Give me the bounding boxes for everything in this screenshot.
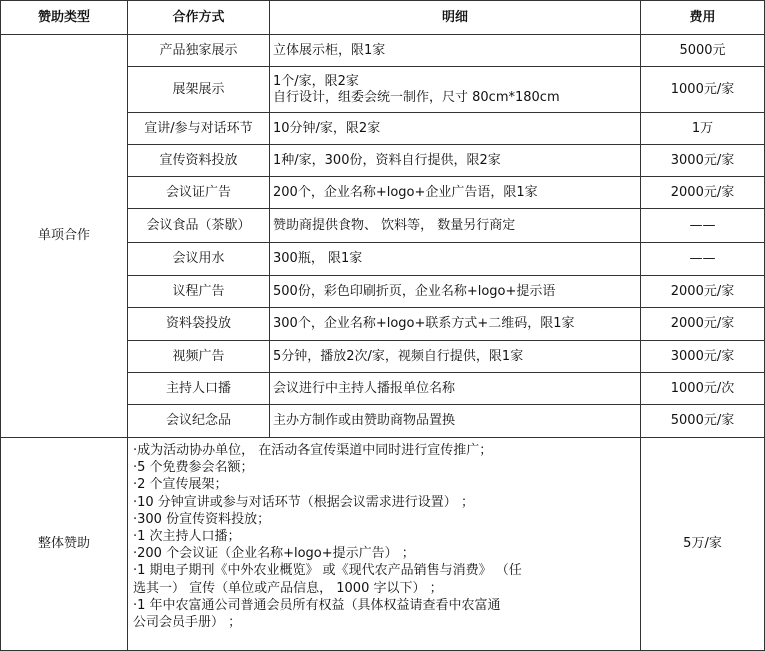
fee-cell: 1万	[641, 113, 765, 145]
fee-cell: 3000元/家	[641, 341, 765, 373]
detail-cell	[270, 308, 641, 341]
detail-line: 1种/家，300份，资料自行提供，限2家	[273, 152, 501, 168]
detail-cell	[270, 177, 641, 209]
mode-cell: 会议食品（茶歇）	[128, 209, 270, 243]
benefit-line: ·300 份宣传资料投放；	[133, 511, 271, 527]
fee-cell: 1000元/次	[641, 373, 765, 405]
detail-cell	[270, 145, 641, 177]
single-items	[1, 35, 765, 438]
mode-cell: 产品独家展示	[128, 35, 270, 67]
header-type: 赞助类型	[1, 1, 128, 35]
detail-cell	[270, 405, 641, 438]
overall-section	[1, 438, 765, 651]
benefit-line: ·1 年中农富通公司普通会员所有权益（具体权益请查看中农富通	[133, 597, 501, 613]
benefit-line: 公司会员手册） ；	[133, 615, 242, 631]
fee-cell: 1000元/家	[641, 67, 765, 113]
mode-cell: 宣讲/参与对话环节	[128, 113, 270, 145]
mode-cell: 会议用水	[128, 243, 270, 276]
detail-cell	[270, 113, 641, 145]
detail-line: 10分钟/家，限2家	[273, 120, 381, 136]
detail-cell	[270, 373, 641, 405]
overall-fee: 5万/家	[641, 438, 765, 651]
table-row	[1, 35, 765, 67]
benefit-line: ·10 分钟宣讲或参与对话环节（根据会议需求进行设置） ；	[133, 494, 474, 510]
single-type-cell: 单项合作	[1, 35, 128, 438]
detail-line: 1个/家，限2家	[273, 73, 359, 89]
mode-cell: 展架展示	[128, 67, 270, 113]
fee-cell: 5000元/家	[641, 405, 765, 438]
detail-cell	[270, 67, 641, 113]
detail-cell	[270, 209, 641, 243]
fee-cell: 5000元	[641, 35, 765, 67]
benefit-line: 选其一） 宣传（单位或产品信息， 1000 字以下） ；	[133, 580, 443, 596]
header-fee: 费用	[641, 1, 765, 35]
mode-cell: 资料袋投放	[128, 308, 270, 341]
header-mode: 合作方式	[128, 1, 270, 35]
detail-cell	[270, 276, 641, 308]
benefit-line: ·2 个宣传展架；	[133, 477, 228, 493]
detail-line: 500份，彩色印刷折页，企业名称+logo+提示语	[273, 283, 556, 299]
overall-benefits	[128, 438, 641, 651]
benefit-line: ·200 个会议证（企业名称+logo+提示广告） ；	[133, 546, 415, 562]
detail-line: 主办方制作或由赞助商物品置换	[273, 413, 456, 428]
mode-cell: 视频广告	[128, 341, 270, 373]
overall-row	[1, 438, 765, 651]
detail-line: 300个，企业名称+logo+联系方式+二维码，限1家	[273, 316, 575, 331]
fee-cell: ——	[641, 243, 765, 276]
detail-line: 300瓶， 限1家	[273, 251, 363, 266]
detail-cell	[270, 243, 641, 276]
detail-line: 赞助商提供食物、 饮料等， 数量另行商定	[273, 217, 516, 233]
detail-line: 200个，企业名称+logo+企业广告语，限1家	[273, 184, 538, 200]
detail-line: 会议进行中主持人播报单位名称	[273, 380, 456, 396]
overall-type-cell: 整体赞助	[1, 438, 128, 651]
detail-cell	[270, 35, 641, 67]
benefit-line: ·成为活动协办单位， 在活动各宣传渠道中同时进行宣传推广；	[133, 443, 493, 458]
mode-cell: 宣传资料投放	[128, 145, 270, 177]
mode-cell: 会议证广告	[128, 177, 270, 209]
fee-cell: 2000元/家	[641, 308, 765, 341]
fee-cell: 2000元/家	[641, 276, 765, 308]
detail-line: 5分钟，播放2次/家，视频自行提供，限1家	[273, 348, 524, 364]
benefit-line: ·1 次主持人口播；	[133, 529, 241, 545]
detail-cell	[270, 341, 641, 373]
fee-cell: 2000元/家	[641, 177, 765, 209]
mode-cell: 主持人口播	[128, 373, 270, 405]
fee-cell: ——	[641, 209, 765, 243]
mode-cell: 会议纪念品	[128, 405, 270, 438]
benefit-line: ·5 个免费参会名额；	[133, 460, 254, 476]
benefit-line: ·1 期电子期刊《中外农业概览》 或《现代农产品销售与消费》 （任	[133, 563, 522, 579]
detail-line: 立体展示柜，限1家	[273, 42, 386, 58]
fee-cell: 3000元/家	[641, 145, 765, 177]
header-row	[1, 1, 765, 35]
detail-line: 自行设计，组委会统一制作，尺寸 80cm*180cm	[273, 89, 560, 105]
mode-cell: 议程广告	[128, 276, 270, 308]
header-detail: 明细	[270, 1, 641, 35]
